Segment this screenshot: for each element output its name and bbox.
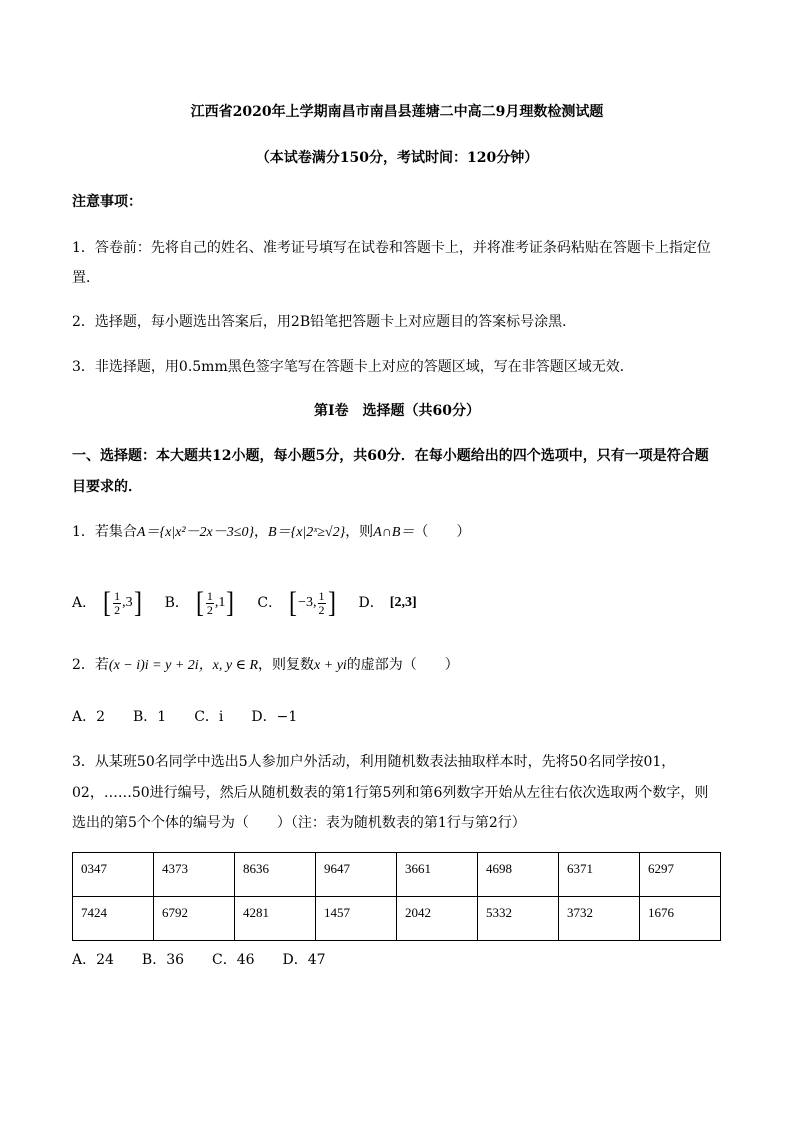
section-instruction-line-2: 目要求的． [72,479,142,495]
table-cell: 9647 [316,853,397,897]
option-d-value: [2,3] [389,595,417,610]
option-a: A． [ $\frac{1}{2}$ ,3 ] [72,586,142,619]
table-cell: 4373 [154,853,235,897]
question-1-ask: ，则 [345,524,374,540]
table-cell: 6297 [640,853,721,897]
option-a-rest: ,3 [122,595,133,610]
notice-item-1-line-2: 置． [72,270,100,286]
notice-item-2: 2．选择题，每小题选出答案后，用2B铅笔把答题卡上对应题目的答案标号涂黑． [72,314,577,330]
table-cell: 1457 [316,897,397,941]
option-b-rest: ,1 [214,595,226,610]
question-1 [72,522,470,543]
question-2 [72,655,459,676]
table-cell: 3661 [397,853,478,897]
set-b-formula: B＝{x|2ˣ≥√2} [268,525,346,540]
random-number-table [72,852,721,941]
option-d-label: D． [358,595,384,611]
option-a-label: A． [72,595,97,611]
table-cell: 3732 [559,897,640,941]
question-3-line-1: 3．从某班50名同学中选出5人参加户外活动，利用随机数表法抽取样本时，先将50名同学按01， [72,754,676,770]
section-instruction-line-1: 一、选择题：本大题共12小题，每小题5分，共60分．在每小题给出的四个选项中，只有一项是符合题 [72,448,709,464]
question-1-prefix: 1．若集合 [72,524,137,540]
question-3-line-3: 选出的第5个个体的编号为（ ）（注：表为随机数表的第1行与第2行） [72,815,526,831]
part-1-title: 第Ⅰ卷 选择题（共60分） [313,403,481,419]
option-b-label: B． [164,595,189,611]
table-cell: 2042 [397,897,478,941]
question-1-comma: ， [254,524,269,540]
table-cell: 4698 [478,853,559,897]
table-cell: 4281 [235,897,316,941]
table-cell: 1676 [640,897,721,941]
option-b-fraction: $\frac{1}{2}$ [206,588,213,617]
notice-item-1-line-1: 1．答卷前：先将自己的姓名、准考证号填写在试卷和答题卡上，并将准考证条码粘贴在答题卡上指定位 [72,240,711,256]
table-row [73,897,721,941]
complex-number: x + yi [314,658,347,673]
question-1-paren: （ ） [414,524,471,540]
question-2-condition: ，x, y ∈ R [198,658,259,673]
table-cell: 6792 [154,897,235,941]
question-1-options [72,586,439,620]
question-2-equation: (x − i)i = y + 2i [108,658,199,673]
intersection-expression: A∩B＝ [373,525,415,540]
option-c-left: −3, [298,595,317,610]
option-c-fraction: $\frac{1}{2}$ [318,588,325,617]
question-2-mid: ，则复数 [258,657,315,673]
table-cell: 6371 [559,853,640,897]
notice-item-3: 3．非选择题，用0.5mm黑色签字笔写在答题卡上对应的答题区域，写在非答题区域无效． [72,359,634,375]
option-c: C． [ −3, $\frac{1}{2}$ ] [257,586,336,619]
notice-heading: 注意事项： [72,194,142,210]
question-2-options: A．2 B．1 C．i D．−1 [72,709,298,725]
table-row [73,853,721,897]
exam-subtitle: （本试卷满分150分，考试时间：120分钟） [255,150,539,166]
table-cell: 5332 [478,897,559,941]
table-cell: 0347 [73,853,154,897]
question-3-line-2: 02，……50进行编号，然后从随机数表的第1行第5列和第6列数字开始从左往右依次选取两个数字，则 [72,785,709,801]
option-b: B． [ $\frac{1}{2}$ ,1 ] [164,586,235,619]
option-a-fraction: $\frac{1}{2}$ [114,588,121,617]
set-a-formula: A＝{x|x²－2x－3≤0} [136,525,255,540]
option-d [359,593,417,613]
table-cell: 7424 [73,897,154,941]
question-3-options: A．24 B．36 C．46 D．47 [72,952,326,968]
table-cell: 8636 [235,853,316,897]
option-c-label: C． [257,595,283,611]
exam-title: 江西省2020年上学期南昌市南昌县莲塘二中高二9月理数检测试题 [190,104,604,120]
question-2-suffix: 的虚部为（ ） [346,657,459,673]
question-2-prefix: 2．若 [72,657,109,673]
